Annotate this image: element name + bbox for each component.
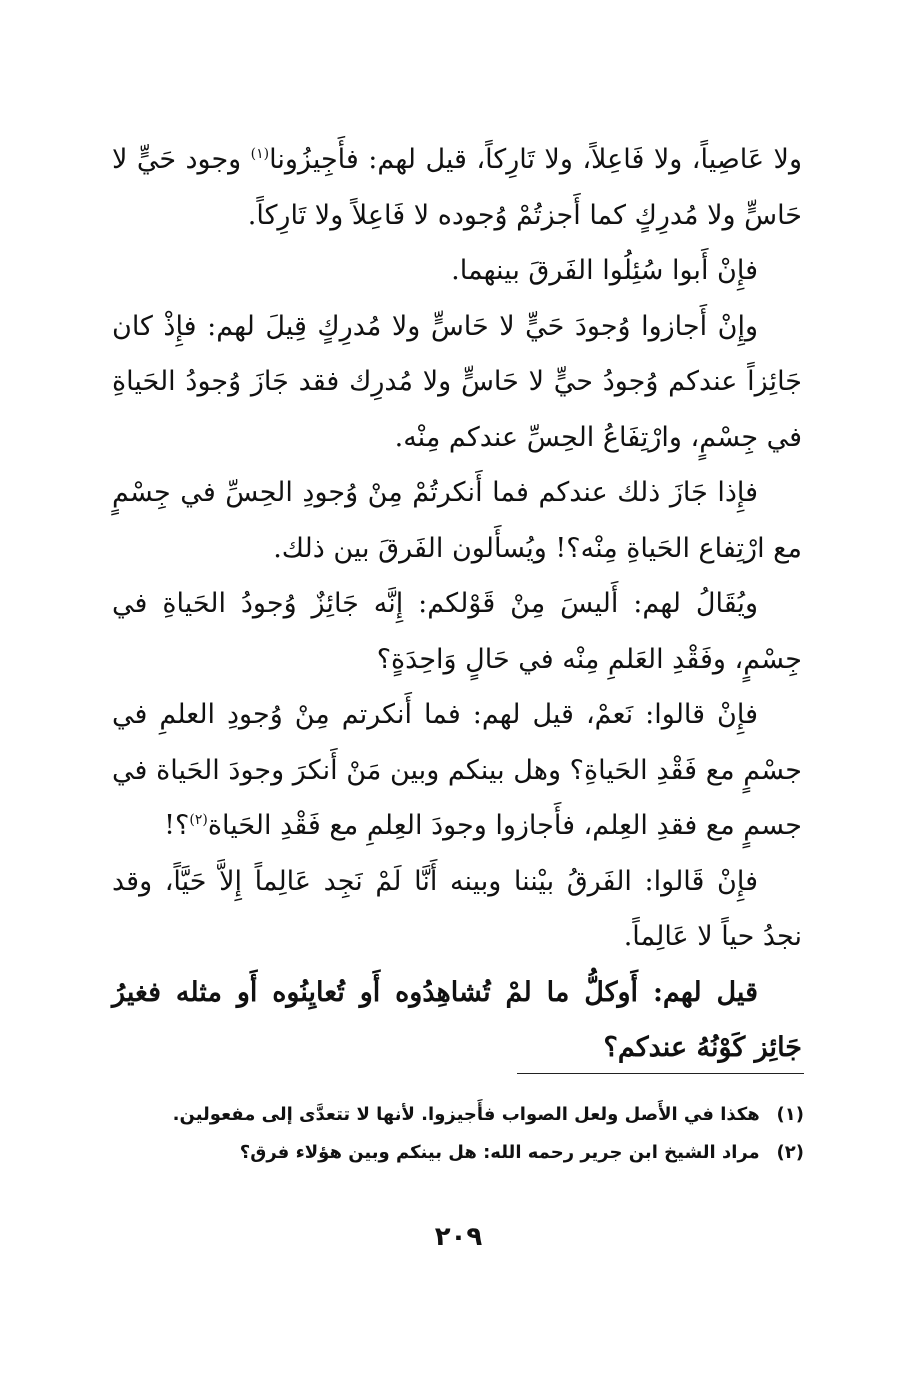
paragraph-3: وإِنْ أَجازوا وُجودَ حَيٍّ لا حَاسٍّ ولا مُدرِكٍ قِيلَ لهم: فإِذْ كان جَائِزاً عندكم وُجودُ حيٍّ لا حَاسٍّ ولا مُدرِك فقد جَازَ وُجودُ الحَياةِ في جِسْمٍ، وارْتِفَاعُ الحِسِّ عندكم مِنْه.	[112, 310, 802, 453]
paragraph-2: فإِنْ أَبوا سُئِلُوا الفَرقَ بينهما.	[451, 255, 758, 286]
paragraph-7: فإِنْ قَالوا: الفَرقُ بيْننا وبينه أَنَّا لَمْ نَجِد عَالِماً إِلاَّ حَيَّاً، وقد نجدُ حياً لا عَالِماً.	[112, 865, 802, 952]
paragraph-1: ولا عَاصِياً، ولا فَاعِلاً، ولا تَارِكاً، قيل لهم: فأَجِيزُونا$^{(١)}$ وجود حَيٍّ لا حَاسٍّ ولا مُدرِكٍ كما أَجزتُمْ وُجوده لا فَاعِلاً ولا تَارِكاً.	[112, 144, 802, 231]
footnote-2	[150, 1134, 804, 1172]
footnote-text: هكذا في الأَصل ولعل الصواب فأَجيزوا. لأنها لا تتعدَّى إلى مفعولين.	[172, 1104, 760, 1125]
footnote-ref-1: (١)	[250, 146, 270, 162]
footnote-1	[150, 1096, 804, 1134]
main-text-block	[112, 132, 802, 1076]
footnotes	[150, 1096, 804, 1172]
page-number: ٢٠٩	[434, 1222, 483, 1252]
footnote-number: (٢)	[776, 1142, 804, 1163]
paragraph-8: قيل لهم: أَوكلُّ ما لمْ تُشاهِدُوه أَو تُعايِنُوه أَو مثله فغيرُ جَائِز كَوْنُهُ عندكم؟	[112, 976, 802, 1063]
footnote-ref-2: (٢)	[189, 812, 208, 828]
paragraph-6: فإِنْ قالوا: نَعمْ، قيل لهم: فما أَنكرتم مِنْ وُجودِ العلمِ في جسْمٍ مع فَقْدِ الحَياةِ؟ وهل بينكم وبين مَنْ أَنكرَ وجودَ الحَياة في جسمٍ مع فقدِ العِلم، فأَجازوا وجودَ العِلمِ مع فَقْدِ الحَياة$^{(٢)}$؟!	[112, 699, 802, 841]
footnote-separator	[517, 1073, 804, 1074]
footnote-text: مراد الشيخ ابن جرير رحمه الله: هل بينكم وبين هؤلاء فرق؟	[239, 1142, 760, 1163]
paragraph-4: فإِذا جَازَ ذلك عندكم فما أَنكرتُمْ مِنْ وُجودِ الحِسِّ في جِسْمٍ مع ارْتِفاع الحَياةِ مِنْه؟! ويُسأَلون الفَرقَ بين ذلك.	[112, 477, 802, 564]
paragraph-5: ويُقَالُ لهم: أَليسَ مِنْ قَوْلكم: إِنَّه جَائِزٌ وُجودُ الحَياةِ في جِسْمٍ، وفَقْدِ العَلمِ مِنْه في حَالٍ وَاحِدَةٍ؟	[112, 588, 802, 675]
footnote-number: (١)	[776, 1104, 804, 1125]
